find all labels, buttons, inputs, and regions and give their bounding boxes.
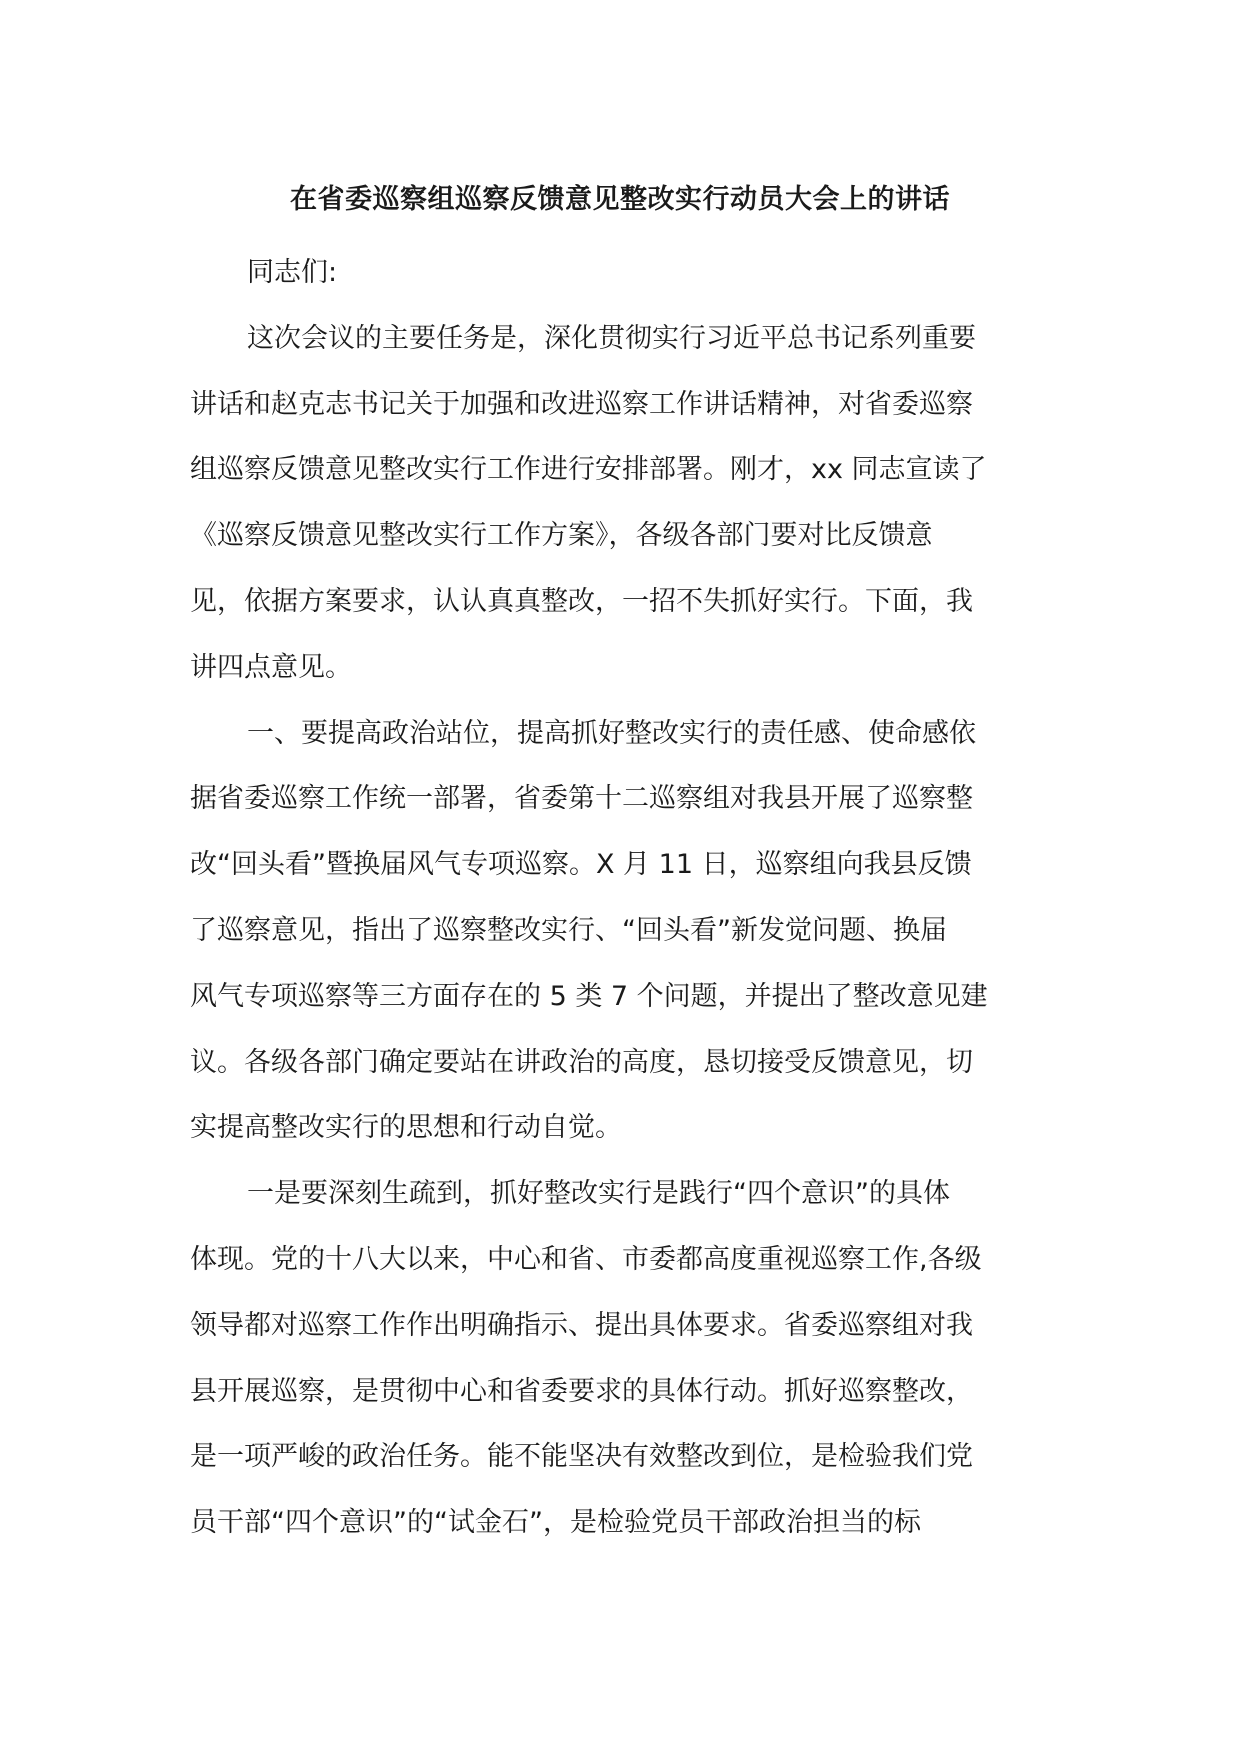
text-line: 讲话和赵克志书记关于加强和改进巡察工作讲话精神，对省委巡察 — [190, 389, 973, 420]
text-line: 实提高整改实行的思想和行动自觉。 — [190, 1112, 622, 1143]
text-line: 《巡察反馈意见整改实行工作方案》，各级各部门要对比反馈意 — [190, 520, 933, 551]
text-line: 体现。党的十八大以来，中心和省、市委都高度重视巡察工作,各级 — [190, 1244, 982, 1275]
text-line: 一是要深刻生疏到，抓好整改实行是践行“四个意识”的具体 — [247, 1178, 950, 1209]
text-line: 这次会议的主要任务是，深化贯彻实行习近平总书记系列重要 — [247, 323, 976, 354]
text-line: 了巡察意见，指出了巡察整改实行、“回头看”新发觉问题、换届 — [190, 915, 947, 946]
text-line: 见，依据方案要求，认认真真整改，一招不失抓好实行。下面，我 — [190, 586, 973, 617]
text-line: 领导都对巡察工作作出明确指示、提出具体要求。省委巡察组对我 — [190, 1310, 973, 1341]
text-line: 改“回头看”暨换届风气专项巡察。X 月 11 日，巡察组向我县反馈 — [190, 849, 972, 880]
text-line: 一、要提高政治站位，提高抓好整改实行的责任感、使命感依 — [247, 718, 976, 749]
text-line: 议。各级各部门确定要站在讲政治的高度，恳切接受反馈意见，切 — [190, 1047, 973, 1078]
text-line: 是一项严峻的政治任务。能不能坚决有效整改到位，是检验我们党 — [190, 1441, 973, 1472]
text-line: 员干部“四个意识”的“试金石”，是检验党员干部政治担当的标 — [190, 1507, 921, 1538]
document-title: 在省委巡察组巡察反馈意见整改实行动员大会上的讲话 — [290, 184, 950, 215]
text-line: 县开展巡察，是贯彻中心和省委要求的具体行动。抓好巡察整改， — [190, 1376, 973, 1407]
text-line: 风气专项巡察等三方面存在的 5 类 7 个问题，并提出了整改意见建 — [190, 981, 988, 1012]
text-line: 组巡察反馈意见整改实行工作进行安排部署。刚才，xx 同志宣读了 — [190, 454, 987, 485]
text-line: 据省委巡察工作统一部署，省委第十二巡察组对我县开展了巡察整 — [190, 783, 973, 814]
salutation: 同志们: — [247, 257, 338, 288]
text-line: 讲四点意见。 — [190, 652, 352, 683]
